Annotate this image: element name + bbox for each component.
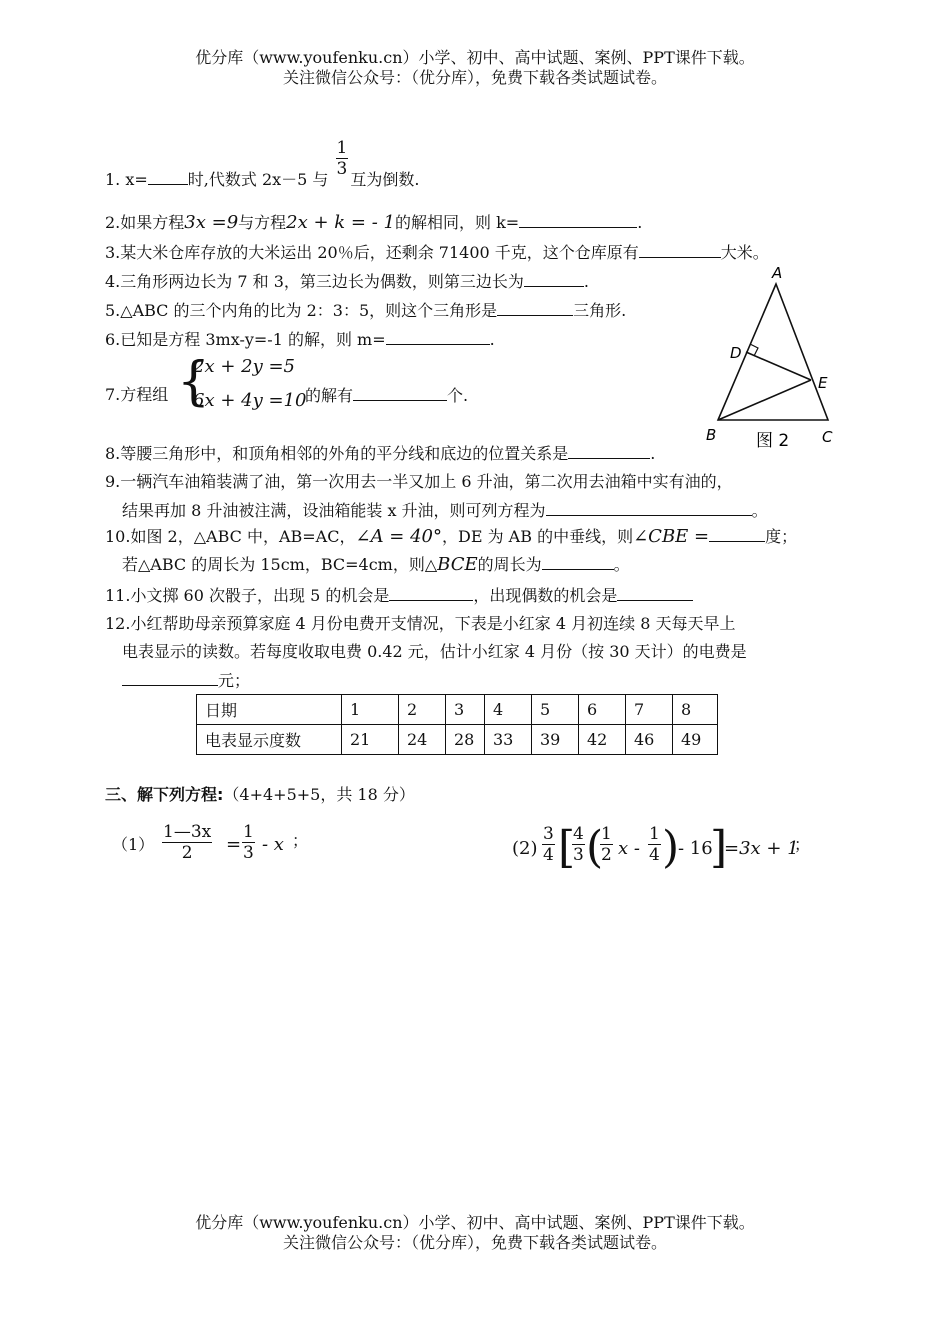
question-3 bbox=[105, 241, 769, 264]
q1-frac-den: 3 bbox=[336, 159, 348, 179]
section-3-heading bbox=[105, 784, 415, 806]
question-11 bbox=[105, 584, 693, 607]
q1-prefix: 1. x= bbox=[105, 170, 148, 189]
p2-b-num: 4 bbox=[573, 824, 584, 844]
p1-end: ； bbox=[292, 831, 309, 850]
p2-fraction-d bbox=[648, 824, 661, 865]
footer-line-1: 优分库（www.youfenku.cn）小学、初中、高中试题、案例、PPT课件下载。 bbox=[195, 1213, 755, 1232]
p1-right-fraction bbox=[242, 822, 255, 863]
section-3-title: 三、解下列方程: bbox=[105, 785, 224, 804]
q8-suffix: . bbox=[650, 444, 656, 463]
q8-blank bbox=[568, 442, 650, 459]
q12-blank bbox=[122, 669, 218, 686]
q10-prefix: 10.如图 2，△ABC 中，AB=AC， bbox=[105, 527, 356, 546]
header-line-1: 优分库（www.youfenku.cn）小学、初中、高中试题、案例、PPT课件下载。 bbox=[195, 48, 755, 67]
section-3-points: （4+4+5+5，共 18 分） bbox=[223, 785, 415, 804]
table-cell: 24 bbox=[399, 725, 446, 755]
q7-equation-1: 2x + 2y =5 bbox=[193, 356, 296, 377]
question-2 bbox=[105, 211, 642, 234]
q12-suffix: 元； bbox=[218, 671, 251, 690]
p2-paren-open: ( bbox=[586, 822, 604, 873]
q7-equation-2: 6x + 4y =10 bbox=[193, 390, 307, 411]
question-12-line-2: 电表显示的读数。若每度收取电费 0.42 元，估计小红家 4 月份（按 30 天计）的电费是 bbox=[122, 642, 747, 661]
q10-bce: BCE bbox=[437, 554, 478, 575]
question-6 bbox=[105, 328, 495, 351]
q7-blank bbox=[353, 384, 447, 401]
p2-d-num: 1 bbox=[649, 824, 660, 844]
q10-angle-cbe: ∠CBE = bbox=[633, 526, 710, 547]
label-b: B bbox=[706, 426, 717, 444]
footer-line-2: 关注微信公众号：（优分库），免费下载各类试题试卷。 bbox=[282, 1233, 667, 1252]
q7-tail bbox=[305, 384, 468, 407]
header-line-2: 关注微信公众号：（优分库），免费下载各类试题试卷。 bbox=[282, 68, 667, 87]
p2-a-den: 4 bbox=[543, 845, 554, 865]
q7-end: 个. bbox=[447, 386, 469, 405]
p2-bracket-close: ] bbox=[710, 822, 728, 873]
q5-text: 5.△ABC 的三个内角的比为 2：3：5，则这个三角形是 bbox=[105, 301, 498, 320]
q11-blank-2 bbox=[617, 584, 693, 601]
problem-1 bbox=[112, 822, 412, 882]
q4-suffix: . bbox=[583, 272, 589, 291]
table-cell: 39 bbox=[532, 725, 579, 755]
table-row-date bbox=[197, 695, 718, 725]
q9-line2-text: 结果再加 8 升油被注满，设油箱能装 x 升油，则可列方程为 bbox=[122, 501, 546, 520]
q10-blank-1 bbox=[709, 525, 765, 542]
table-cell: 46 bbox=[626, 725, 673, 755]
p2-a-num: 3 bbox=[543, 824, 554, 844]
label-c: C bbox=[822, 428, 833, 446]
p1-right-denominator: 3 bbox=[243, 843, 254, 863]
table-cell: 7 bbox=[626, 695, 673, 725]
p1-label: （1） bbox=[112, 835, 155, 854]
q7-brace: { bbox=[177, 352, 211, 412]
table-cell: 5 bbox=[532, 695, 579, 725]
q2-suffix: 的解相同，则 k= bbox=[394, 213, 520, 232]
p1-numerator: 1—3x bbox=[163, 822, 212, 842]
table-cell: 2 bbox=[399, 695, 446, 725]
p1-right-numerator: 1 bbox=[243, 822, 254, 842]
q11-middle: ，出现偶数的机会是 bbox=[473, 586, 618, 605]
segment-de bbox=[746, 352, 811, 380]
q3-blank bbox=[639, 241, 721, 258]
table-cell: 21 bbox=[342, 725, 399, 755]
p2-c-den: 2 bbox=[601, 845, 612, 865]
question-10-line-1 bbox=[105, 525, 797, 548]
table-cell: 42 bbox=[579, 725, 626, 755]
p2-x-term: x - bbox=[618, 838, 640, 859]
problem-2 bbox=[512, 818, 812, 886]
q11-blank-1 bbox=[389, 584, 473, 601]
p2-minus-16: - 16 bbox=[678, 838, 713, 859]
p2-rhs: =3x + 1 bbox=[724, 838, 799, 859]
table-cell: 8 bbox=[673, 695, 718, 725]
table-row-reading bbox=[197, 725, 718, 755]
table-cell: 4 bbox=[485, 695, 532, 725]
p2-fraction-b bbox=[572, 824, 585, 865]
q8-text: 8.等腰三角形中，和顶角相邻的外角的平分线和底边的位置关系是 bbox=[105, 444, 569, 463]
p2-c-num: 1 bbox=[601, 824, 612, 844]
triangle-diagram bbox=[700, 262, 850, 452]
p2-d-den: 4 bbox=[649, 845, 660, 865]
label-e: E bbox=[818, 374, 828, 392]
q2-blank bbox=[519, 211, 637, 228]
figure-caption: 图 2 bbox=[756, 431, 790, 451]
p2-fraction-c bbox=[600, 824, 613, 865]
question-8 bbox=[105, 442, 655, 465]
p1-denominator: 2 bbox=[181, 843, 193, 863]
q5-blank bbox=[497, 299, 573, 316]
q10-angle-a: ∠A = 40° bbox=[355, 526, 442, 547]
question-4 bbox=[105, 270, 589, 293]
table-cell: 33 bbox=[485, 725, 532, 755]
meter-table bbox=[196, 694, 718, 755]
p2-b-den: 3 bbox=[573, 845, 584, 865]
table-cell: 1 bbox=[342, 695, 399, 725]
q1-middle: 时,代数式 2x－5 与 bbox=[187, 170, 329, 189]
q4-text: 4.三角形两边长为 7 和 3，第三边长为偶数，则第三边长为 bbox=[105, 272, 524, 291]
q1-fraction bbox=[336, 138, 349, 179]
question-1 bbox=[105, 126, 420, 189]
q2-equation-2: 2x + k = - 1 bbox=[286, 212, 395, 233]
q6-text: 6.已知是方程 3mx-y=-1 的解，则 m= bbox=[105, 330, 386, 349]
table-cell: 28 bbox=[446, 725, 485, 755]
q7-suffix: 的解有 bbox=[305, 386, 354, 405]
p2-fraction-a bbox=[542, 824, 555, 865]
table-cell: 49 bbox=[673, 725, 718, 755]
question-9-line-1: 9.一辆汽车油箱装满了油，第一次用去一半又加上 6 升油，第二次用去油箱中实有油的， bbox=[105, 472, 733, 491]
q2-middle: 与方程 bbox=[238, 213, 287, 232]
table-cell: 6 bbox=[579, 695, 626, 725]
q7-prefix: 7.方程组 bbox=[105, 385, 169, 404]
p2-paren-close: ) bbox=[662, 822, 680, 873]
question-12-line-1: 12.小红帮助母亲预算家庭 4 月份电费开支情况，下表是小红家 4 月初连续 8 天每天早上 bbox=[105, 614, 736, 633]
q10-line2-prefix: 若△ABC 的周长为 15cm，BC=4cm，则△ bbox=[122, 555, 438, 574]
p2-end: ； bbox=[794, 835, 811, 854]
q10-suffix-1: 度； bbox=[765, 527, 798, 546]
q11-text: 11.小文掷 60 次骰子，出现 5 的机会是 bbox=[105, 586, 390, 605]
label-d: D bbox=[730, 344, 742, 362]
q9-blank bbox=[546, 499, 752, 516]
q1-blank bbox=[148, 168, 188, 185]
p1-equals: = bbox=[226, 834, 242, 855]
label-a: A bbox=[772, 264, 783, 282]
q6-suffix: . bbox=[489, 330, 495, 349]
q10-line2-middle: 的周长为 bbox=[477, 555, 542, 574]
table-header-date: 日期 bbox=[197, 695, 342, 725]
q5-suffix: 三角形. bbox=[573, 301, 627, 320]
table-header-reading: 电表显示度数 bbox=[197, 725, 342, 755]
p2-bracket-open: [ bbox=[558, 822, 576, 873]
q4-blank bbox=[524, 270, 584, 287]
q9-suffix: 。 bbox=[751, 501, 768, 520]
q3-text: 3.某大米仓库存放的大米运出 20％后，还剩余 71400 千克，这个仓库原有 bbox=[105, 243, 639, 262]
q10-blank-2 bbox=[542, 553, 614, 570]
table-cell: 3 bbox=[446, 695, 485, 725]
q1-frac-num: 1 bbox=[336, 138, 348, 158]
q10-suffix-2: 。 bbox=[613, 555, 630, 574]
q2-prefix: 2.如果方程 bbox=[105, 213, 185, 232]
q6-blank bbox=[386, 328, 490, 345]
question-5 bbox=[105, 299, 626, 322]
q3-suffix: 大米。 bbox=[720, 243, 769, 262]
p1-left-fraction bbox=[162, 822, 212, 863]
figure-2 bbox=[700, 262, 850, 452]
question-9-line-2 bbox=[122, 499, 768, 522]
q10-middle: ，DE 为 AB 的中垂线，则 bbox=[442, 527, 634, 546]
q2-end: . bbox=[637, 213, 643, 232]
question-10-line-2 bbox=[122, 553, 630, 576]
p1-tail: - x bbox=[262, 834, 284, 855]
question-12-line-3 bbox=[122, 669, 250, 692]
p2-label: (2) bbox=[512, 838, 538, 859]
q2-equation-1: 3x =9 bbox=[184, 212, 239, 233]
q1-suffix: 互为倒数. bbox=[350, 170, 420, 189]
